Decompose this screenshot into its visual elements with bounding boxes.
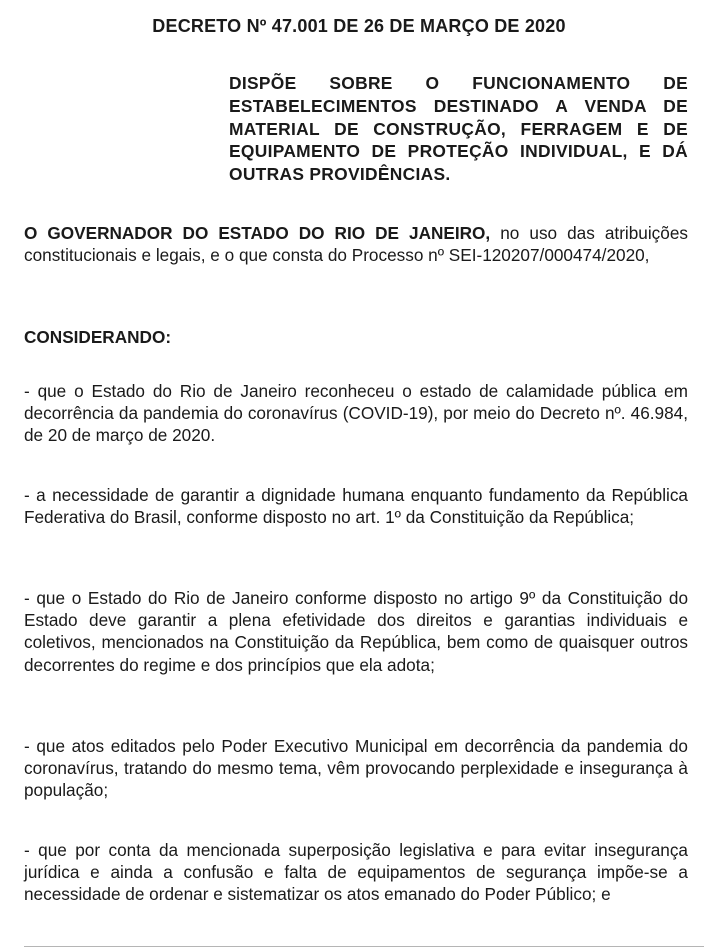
decree-title: DECRETO Nº 47.001 DE 26 DE MARÇO DE 2020 — [152, 16, 566, 36]
considerando-item: - que atos editados pelo Poder Executivo Municipal em decorrência da pandemia do coronavírus, tratando do mesmo tema, vêm provocando perplexidade e insegurança à população; — [24, 736, 688, 801]
preamble-authority: O GOVERNADOR DO ESTADO DO RIO DE JANEIRO, — [24, 223, 491, 243]
considerando-item: - que o Estado do Rio de Janeiro reconheceu o estado de calamidade pública em decorrência da pandemia do coronavírus (COVID-19), por meio do Decreto nº. 46.984, de 20 de março de 2020. — [24, 381, 688, 446]
considerando-item: - que por conta da mencionada superposição legislativa e para evitar insegurança jurídica e ainda a confusão e falta de equipamentos de segurança impõe-se a necessidade de ordenar e sistematizar os atos emanado do Poder Público; e — [24, 840, 688, 905]
considerando-heading: CONSIDERANDO: — [24, 327, 172, 347]
page-divider — [24, 946, 704, 947]
decree-ementa: DISPÕE SOBRE O FUNCIONAMENTO DE ESTABELECIMENTOS DESTINADO A VENDA DE MATERIAL DE CONSTRUÇÃO, FERRAGEM E DE EQUIPAMENTO DE PROTEÇÃO INDIVIDUAL, E DÁ OUTRAS PROVIDÊNCIAS. — [229, 73, 688, 185]
considerando-item: - a necessidade de garantir a dignidade humana enquanto fundamento da República Federativa do Brasil, conforme disposto no art. 1º da Constituição da República; — [24, 485, 688, 528]
preamble-text: no uso das atribuições constitucionais e legais, e o que consta do Processo nº SEI-120207/000474/2020, — [24, 223, 688, 266]
preamble-paragraph — [24, 222, 688, 266]
considerando-item: - que o Estado do Rio de Janeiro conforme disposto no artigo 9º da Constituição do Estado deve garantir a plena efetividade dos direitos e garantias individuais e coletivos, mencionados na Constituição da República, bem como de quaisquer outros decorrentes do regime e dos princípios que ela adota; — [24, 588, 688, 675]
